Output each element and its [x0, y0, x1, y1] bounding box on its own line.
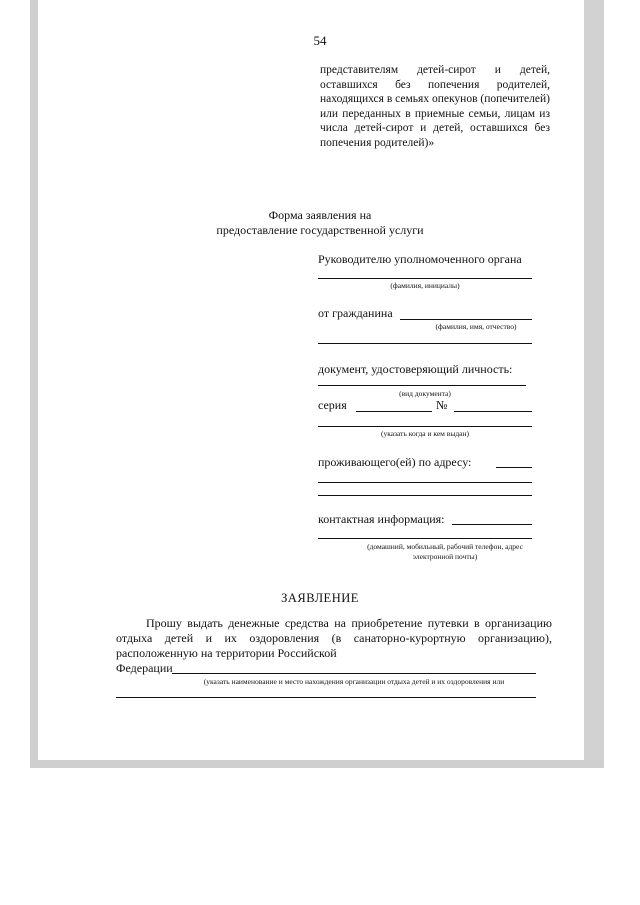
address-line-1[interactable] [496, 467, 532, 468]
addressee-line[interactable] [318, 278, 532, 279]
series-label: серия [318, 398, 347, 412]
statement-heading: ЗАЯВЛЕНИЕ [281, 591, 359, 605]
contact-line-1[interactable] [452, 524, 532, 525]
from-citizen-caption: (фамилия, имя, отчество) [435, 322, 517, 331]
number-label: № [436, 398, 448, 412]
address-label: проживающего(ей) по адресу: [318, 455, 472, 469]
page-frame-bottom [30, 760, 604, 768]
contact-line-2[interactable] [318, 538, 532, 539]
address-line-2[interactable] [318, 482, 532, 483]
from-citizen-line-2[interactable] [318, 343, 532, 344]
form-title-line2: предоставление государственной услуги [216, 223, 424, 237]
address-line-3[interactable] [318, 495, 532, 496]
page-frame-left [30, 0, 38, 768]
contact-caption-2: электронной почты) [412, 552, 478, 561]
from-citizen-label: от гражданина [318, 306, 393, 320]
page-number: 54 [313, 33, 327, 48]
addressee-label: Руководителю уполномоченного органа [318, 252, 522, 266]
statement-text: Прошу выдать денежные средства на приобретение путевки в организацию отдыха детей и их оздоровления (в санаторно-курортную организацию), расположенную на территории Российской [116, 616, 552, 660]
organization-line[interactable] [172, 673, 536, 674]
organization-caption: (указать наименование и место нахождения организации отдыха детей и их оздоровления или [203, 677, 505, 686]
issued-caption: (указать когда и кем выдан) [380, 429, 470, 438]
contact-caption-1: (домашний, мобильный, рабочий телефон, адрес [367, 542, 523, 551]
addressee-caption: (фамилия, инициалы) [390, 281, 460, 290]
id-document-line[interactable] [318, 385, 526, 386]
from-citizen-line[interactable] [400, 319, 532, 320]
series-line[interactable] [356, 411, 432, 412]
issued-line[interactable] [318, 426, 532, 427]
page-frame-right [584, 0, 604, 768]
organization-line-2[interactable] [116, 697, 536, 698]
form-title-line1: Форма заявления на [268, 208, 372, 222]
contact-label: контактная информация: [318, 512, 445, 526]
continuation-text: представителям детей-сирот и детей, оставшихся без попечения родителей, находящихся в семьях опекунов (попечителей) или переданных в приемные семьи, лицам из числа детей-сирот и детей, оставшихся без попечения родителей)» [320, 64, 550, 149]
number-line[interactable] [454, 411, 532, 412]
id-document-label: документ, удостоверяющий личность: [318, 362, 513, 376]
statement-federation: Федерации [116, 661, 173, 675]
id-document-caption: (вид документа) [399, 389, 451, 398]
